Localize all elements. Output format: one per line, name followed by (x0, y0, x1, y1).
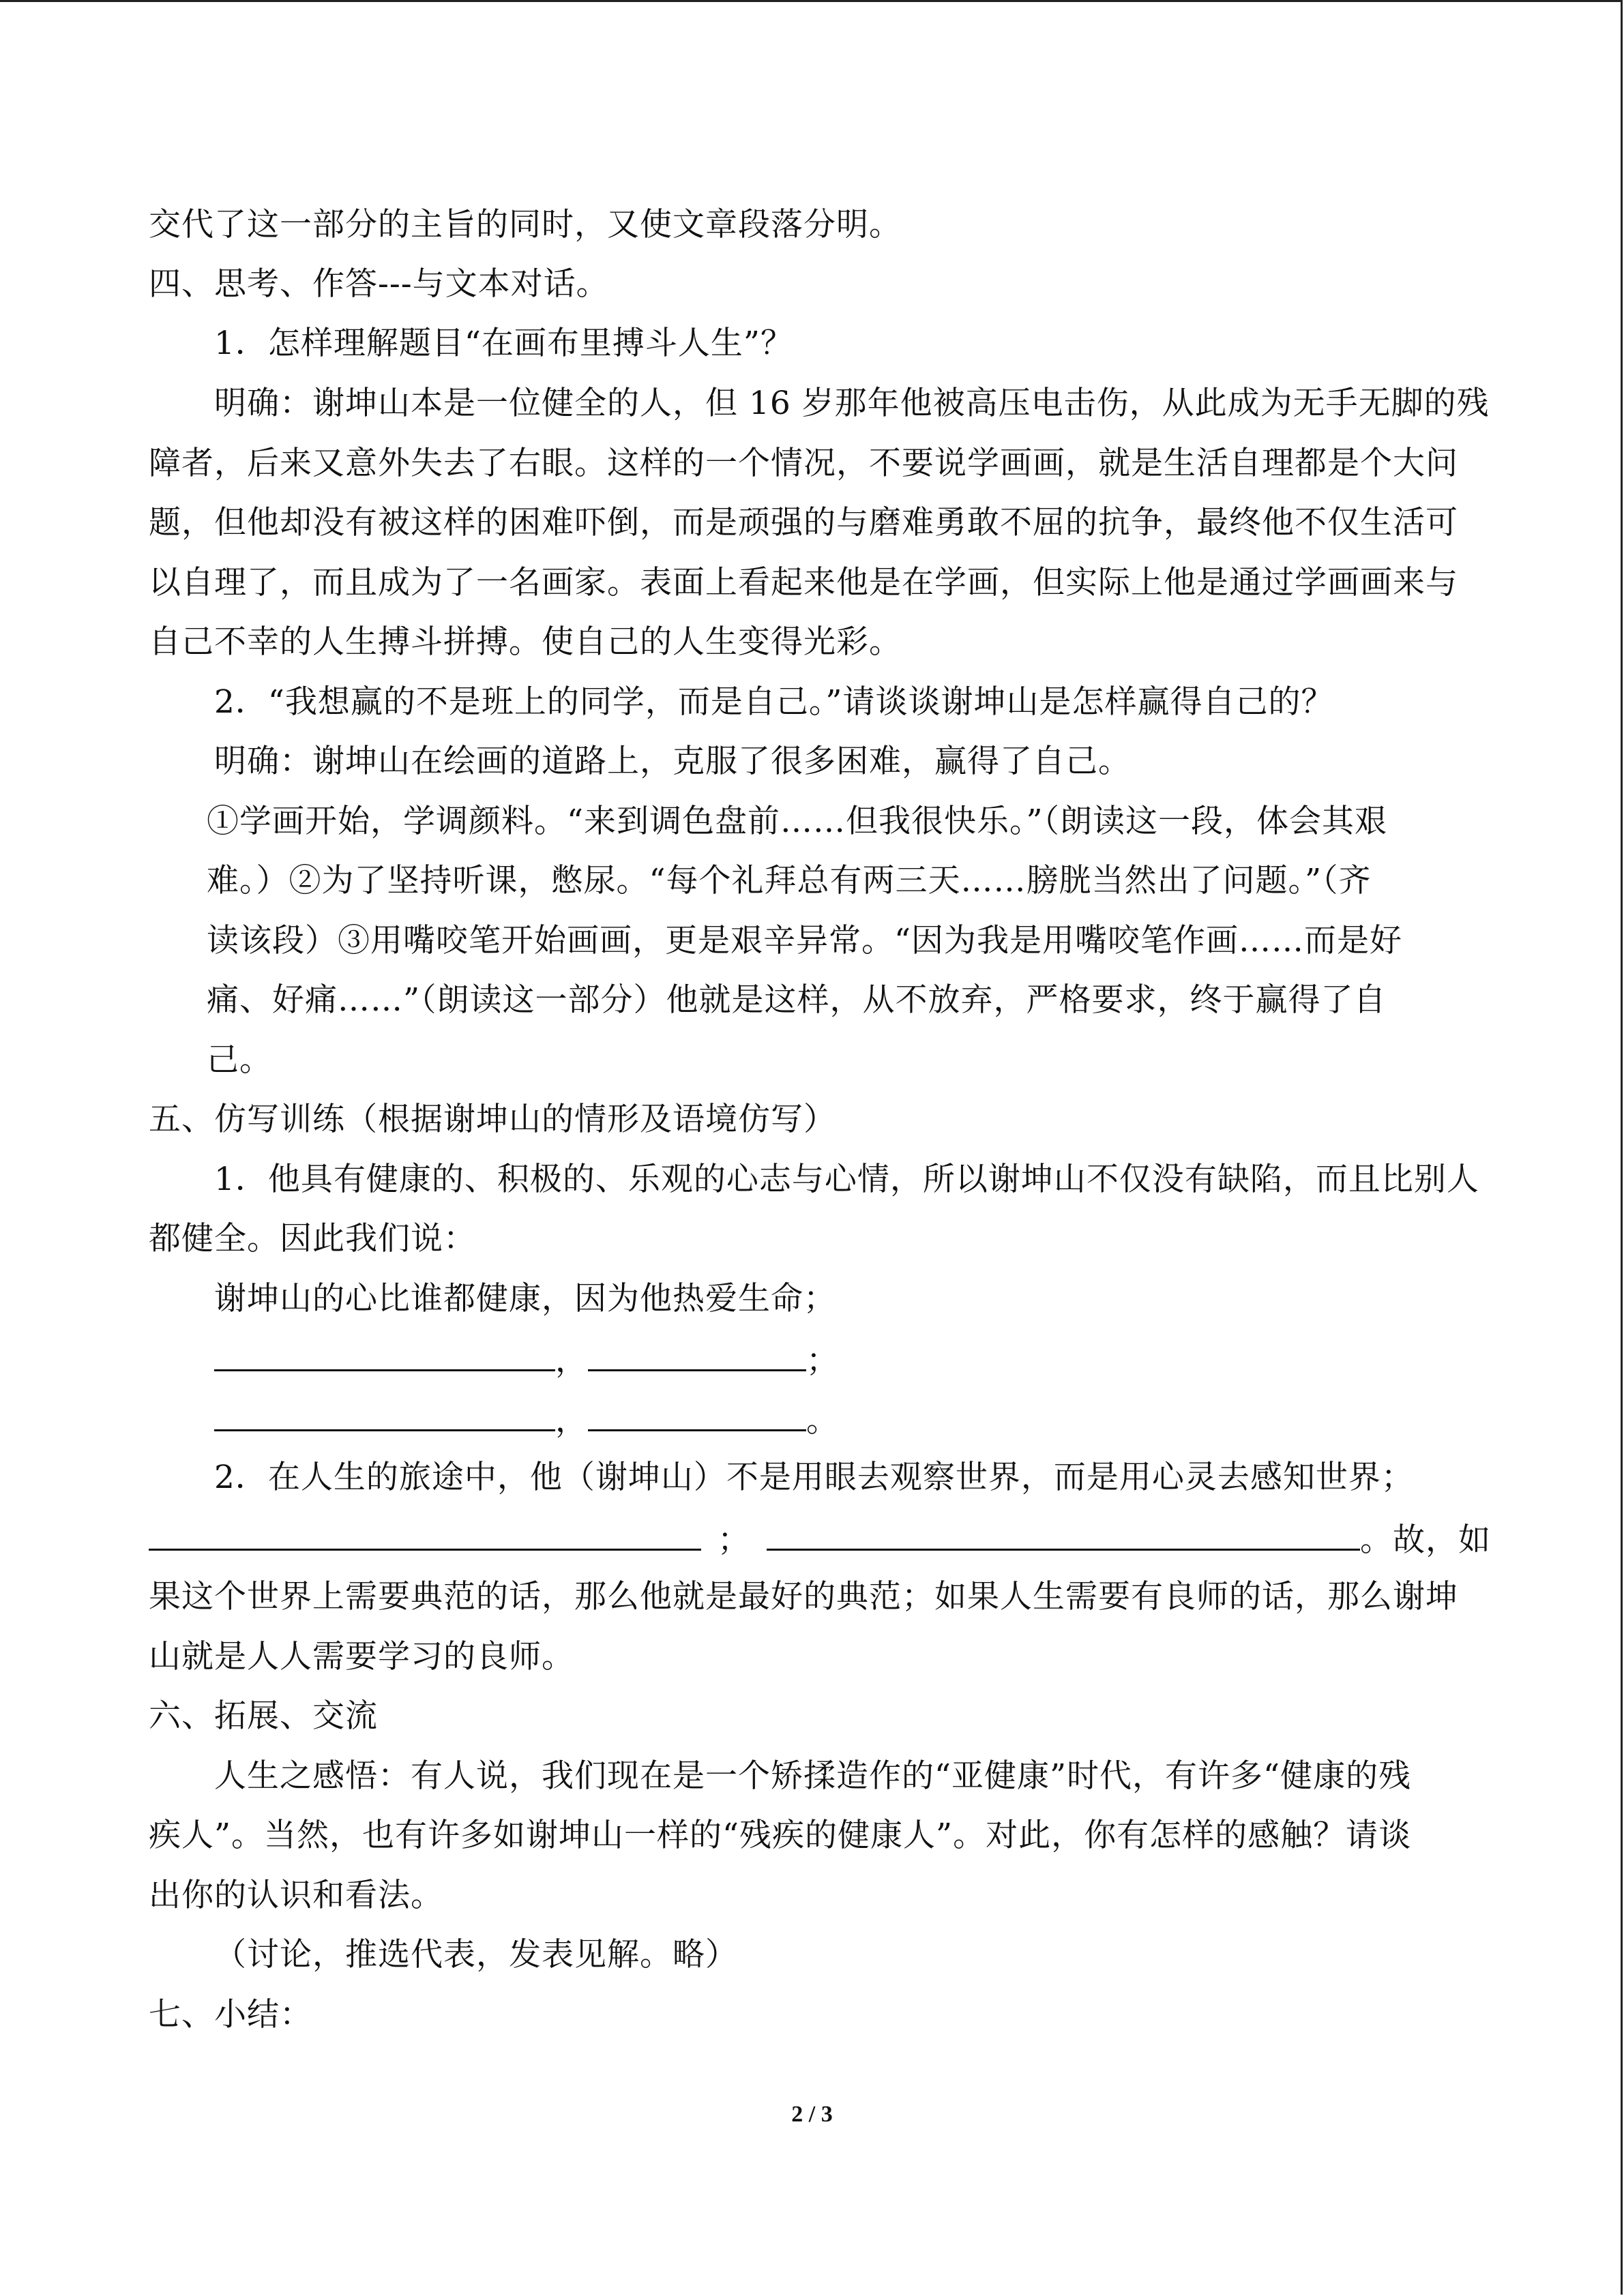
blank-input[interactable] (214, 1338, 555, 1371)
paragraph-line: 交代了这一部分的主旨的同时，又使文章段落分明。 (149, 206, 902, 243)
answer-2-line: 读该段）③用嘴咬笔开始画画，更是艰辛异常。“因为我是用嘴咬笔作画……而是好 (207, 922, 1403, 959)
semicolon-mark: ； (718, 1521, 750, 1559)
blank-input[interactable] (588, 1338, 806, 1371)
exercise-2-line: 2．在人生的旅途中，他（谢坤山）不是用眼去观察世界，而是用心灵去感知世界； (214, 1459, 1414, 1496)
answer-1-line: 题，但他却没有被这样的困难吓倒，而是顽强的与磨难勇敢不屈的抗争，最终他不仅生活可 (149, 504, 1458, 541)
blank-input[interactable] (214, 1398, 555, 1431)
period-mark: 。 (806, 1402, 839, 1440)
question-2: 2．“我想赢的不是班上的同学，而是自己。”请谈谈谢坤山是怎样赢得自己的？ (214, 683, 1334, 721)
exercise-2-tail: 。故，如 (1360, 1521, 1491, 1559)
blank-input[interactable] (588, 1398, 806, 1431)
answer-1-line: 以自理了，而且成为了一名画家。表面上看起来他是在学画，但实际上他是通过学画画来与 (149, 564, 1458, 601)
answer-2-line: 难。）②为了坚持听课，憋尿。“每个礼拜总有两三天……膀胱当然出了问题。”（齐 (207, 862, 1372, 899)
answer-1-line: 明确：谢坤山本是一位健全的人，但 16 岁那年他被高压电击伤，从此成为无手无脚的残 (214, 385, 1490, 422)
section-4-heading: 四、思考、作答---与文本对话。 (149, 265, 609, 303)
discussion-line: 出你的认识和看法。 (149, 1877, 443, 1914)
page-number: 2 / 3 (791, 2102, 833, 2127)
discussion-note: （讨论，推选代表，发表见解。略） (214, 1936, 738, 1973)
section-7-heading: 七、小结： (149, 1996, 312, 2033)
section-5-heading: 五、仿写训练（根据谢坤山的情形及语境仿写） (149, 1101, 836, 1138)
exercise-2-line: 山就是人人需要学习的良师。 (149, 1638, 574, 1675)
semicolon-mark: ； (806, 1342, 839, 1380)
discussion-line: 人生之感悟：有人说，我们现在是一个矫揉造作的“亚健康”时代，有许多“健康的残 (214, 1757, 1412, 1795)
blank-input[interactable] (767, 1517, 1360, 1551)
exercise-2-line: 果这个世界上需要典范的话，那么他就是最好的典范；如果人生需要有良师的话，那么谢坤 (149, 1578, 1458, 1615)
fill-in-row (214, 1398, 839, 1442)
blank-input[interactable] (149, 1517, 701, 1551)
discussion-line: 疾人”。当然，也有许多如谢坤山一样的“残疾的健康人”。对此，你有怎样的感触？请谈 (149, 1817, 1412, 1854)
answer-2-line: 明确：谢坤山在绘画的道路上，克服了很多困难，赢得了自己。 (214, 743, 1131, 780)
answer-2-line: 己。 (207, 1041, 272, 1079)
answer-1-line: 障者，后来又意外失去了右眼。这样的一个情况，不要说学画画，就是生活自理都是个大问 (149, 445, 1458, 482)
question-1: 1．怎样理解题目“在画布里搏斗人生”？ (214, 325, 793, 362)
comma-mark: ， (555, 1402, 588, 1440)
fill-in-row (214, 1338, 839, 1382)
answer-2-line: ①学画开始，学调颜料。“来到调色盘前……但我很快乐。”（朗读这一段，体会其艰 (207, 803, 1388, 840)
fill-in-row (149, 1517, 1491, 1561)
exercise-1-example: 谢坤山的心比谁都健康，因为他热爱生命； (214, 1280, 836, 1317)
comma-mark: ， (555, 1342, 588, 1380)
answer-2-line: 痛、好痛……”（朗读这一部分）他就是这样，从不放弃，严格要求，终于赢得了自 (207, 981, 1387, 1019)
exercise-1-line: 都健全。因此我们说： (149, 1220, 476, 1257)
section-6-heading: 六、拓展、交流 (149, 1697, 378, 1735)
answer-1-line: 自己不幸的人生搏斗拼搏。使自己的人生变得光彩。 (149, 623, 902, 661)
exercise-1-line: 1．他具有健康的、积极的、乐观的心志与心情，所以谢坤山不仅没有缺陷，而且比别人 (214, 1161, 1479, 1198)
